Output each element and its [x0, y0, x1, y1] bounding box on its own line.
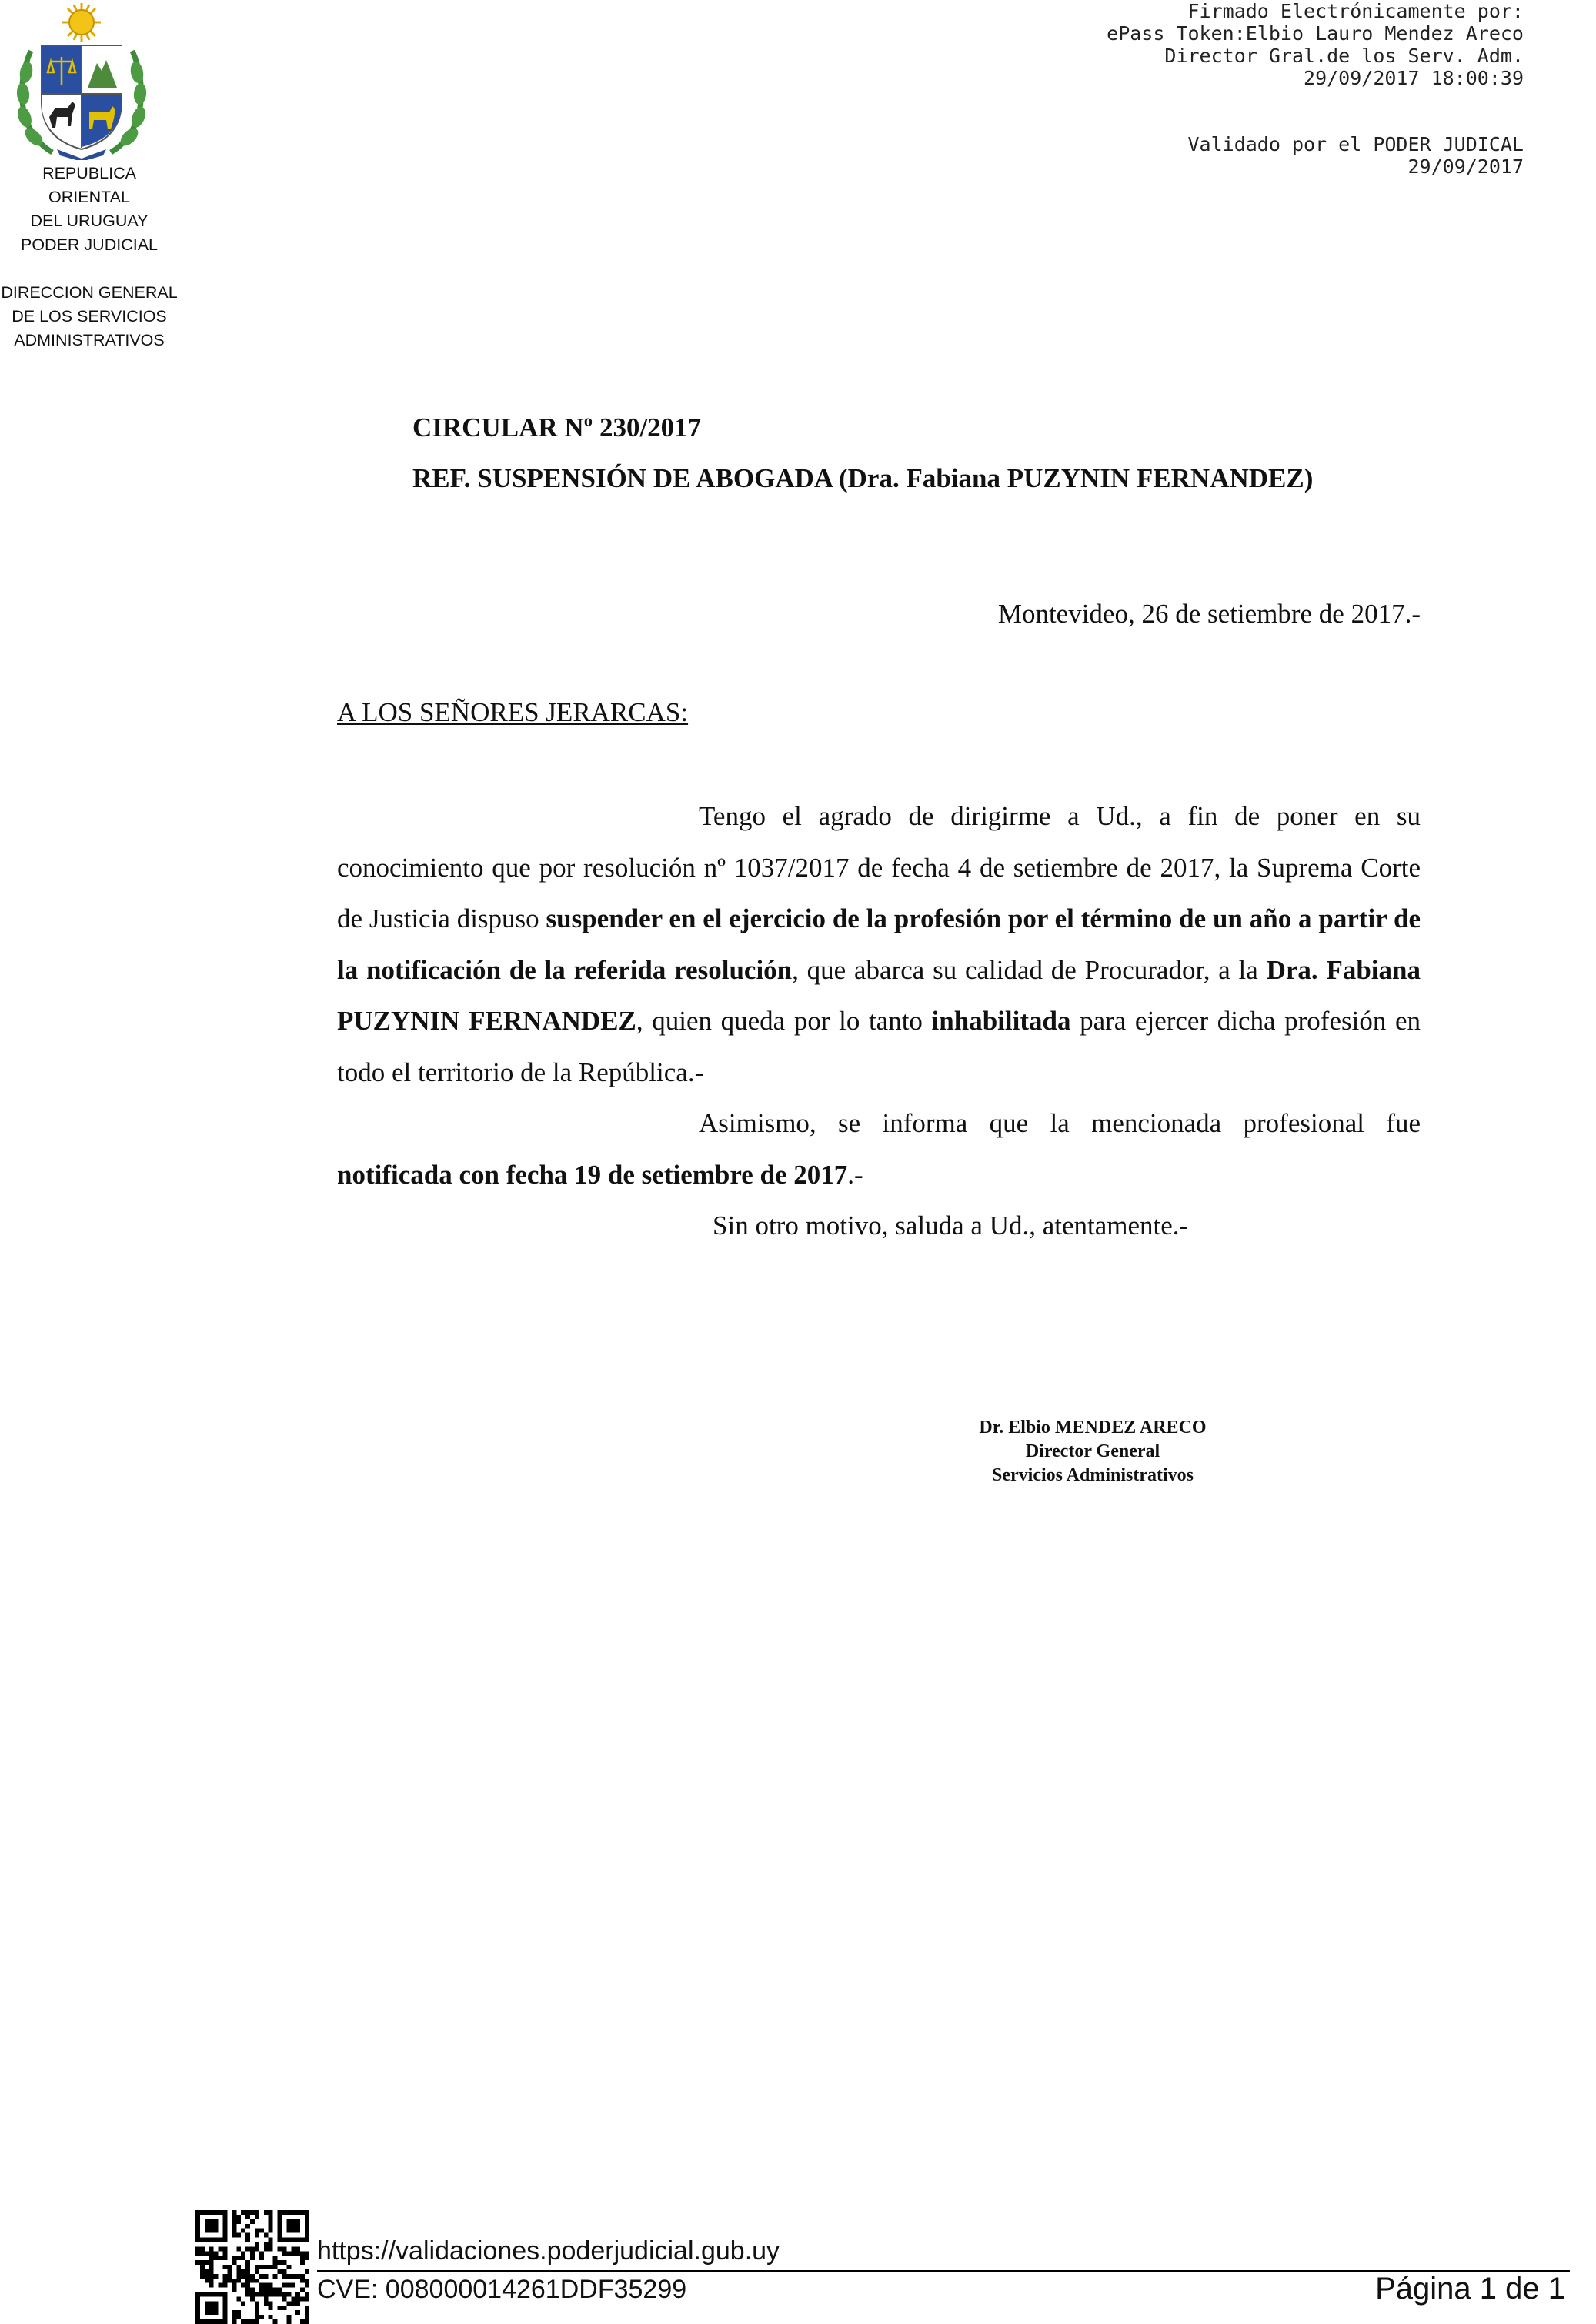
signer-department: Servicios Administrativos	[992, 1465, 1194, 1485]
body-bold-text: suspender en el ejercicio de la profesión por el término de un año a partir de la notificación de la referida resolución	[337, 903, 1421, 985]
signature-line: Director Gral.de los Serv. Adm.	[1164, 45, 1524, 67]
date-line: Montevideo, 26 de setiembre de 2017.-	[997, 599, 1421, 629]
letter-body	[337, 791, 1421, 1252]
signer-name: Dr. Elbio MENDEZ ARECO	[979, 1417, 1207, 1437]
validation-line: Validado por el PODER JUDICAL	[1187, 133, 1524, 155]
signature-line: ePass Token:Elbio Lauro Mendez Areco	[1107, 22, 1524, 45]
body-text: .-	[847, 1159, 863, 1190]
validation-date: 29/09/2017	[1407, 155, 1524, 178]
institution-name	[0, 162, 179, 352]
paragraph-closing: Sin otro motivo, saluda a Ud., atentamente.-	[713, 1210, 1189, 1240]
body-text: Asimismo, se informa que la mencionada profesional fue	[699, 1108, 1421, 1138]
body-text: Tengo el agrado de dirigirme a Ud., a fin de poner en su conocimiento que por resolución nº 1037/2017 de fecha 4 de setiembre de 2017, la Suprema Corte de Justicia dispuso	[337, 801, 1421, 933]
body-text: , que abarca su calidad de Procurador, a la	[792, 954, 1267, 985]
signer-block	[862, 1416, 1324, 1488]
signature-line: Firmado Electrónicamente por:	[1187, 0, 1524, 22]
qr-code-icon	[195, 2210, 309, 2324]
signature-timestamp: 29/09/2017 18:00:39	[1304, 67, 1524, 89]
institution-line: REPUBLICA ORIENTAL	[42, 164, 136, 206]
coat-of-arms-icon	[14, 2, 149, 160]
body-bold-text: inhabilitada	[931, 1006, 1071, 1036]
body-text: , quien queda por lo tanto	[636, 1006, 932, 1036]
cve-code: CVE: 008000014261DDF35299	[317, 2275, 687, 2304]
reference-subject: REF. SUSPENSIÓN DE ABOGADA (Dra. Fabiana PUZYNIN FERNANDEZ)	[412, 463, 1314, 493]
page-number: Página 1 de 1	[1375, 2272, 1565, 2306]
validation-url[interactable]: https://validaciones.poderjudicial.gub.uy	[317, 2236, 780, 2266]
department-line: DE LOS SERVICIOS	[12, 307, 167, 326]
department-line: DIRECCION GENERAL	[1, 283, 178, 302]
institution-line: PODER JUDICIAL	[20, 235, 158, 254]
institution-line: DEL URUGUAY	[30, 212, 149, 230]
body-text: para ejercer dicha profesión en todo el territorio de la República.-	[337, 1006, 1421, 1087]
paragraph-notification	[337, 1098, 1421, 1200]
body-bold-text: notificada con fecha 19 de setiembre de 2017	[337, 1159, 848, 1190]
paragraph-resolution	[337, 791, 1421, 1098]
salutation: A LOS SEÑORES JERARCAS:	[337, 697, 689, 727]
lawyer-name: Dra. Fabiana PUZYNIN FERNANDEZ	[337, 954, 1421, 1036]
circular-number: CIRCULAR Nº 230/2017	[412, 412, 702, 442]
signer-title: Director General	[1025, 1441, 1160, 1461]
electronic-signature-stamp	[831, 0, 1524, 89]
validation-stamp	[831, 133, 1524, 178]
department-line: ADMINISTRATIVOS	[14, 331, 165, 349]
